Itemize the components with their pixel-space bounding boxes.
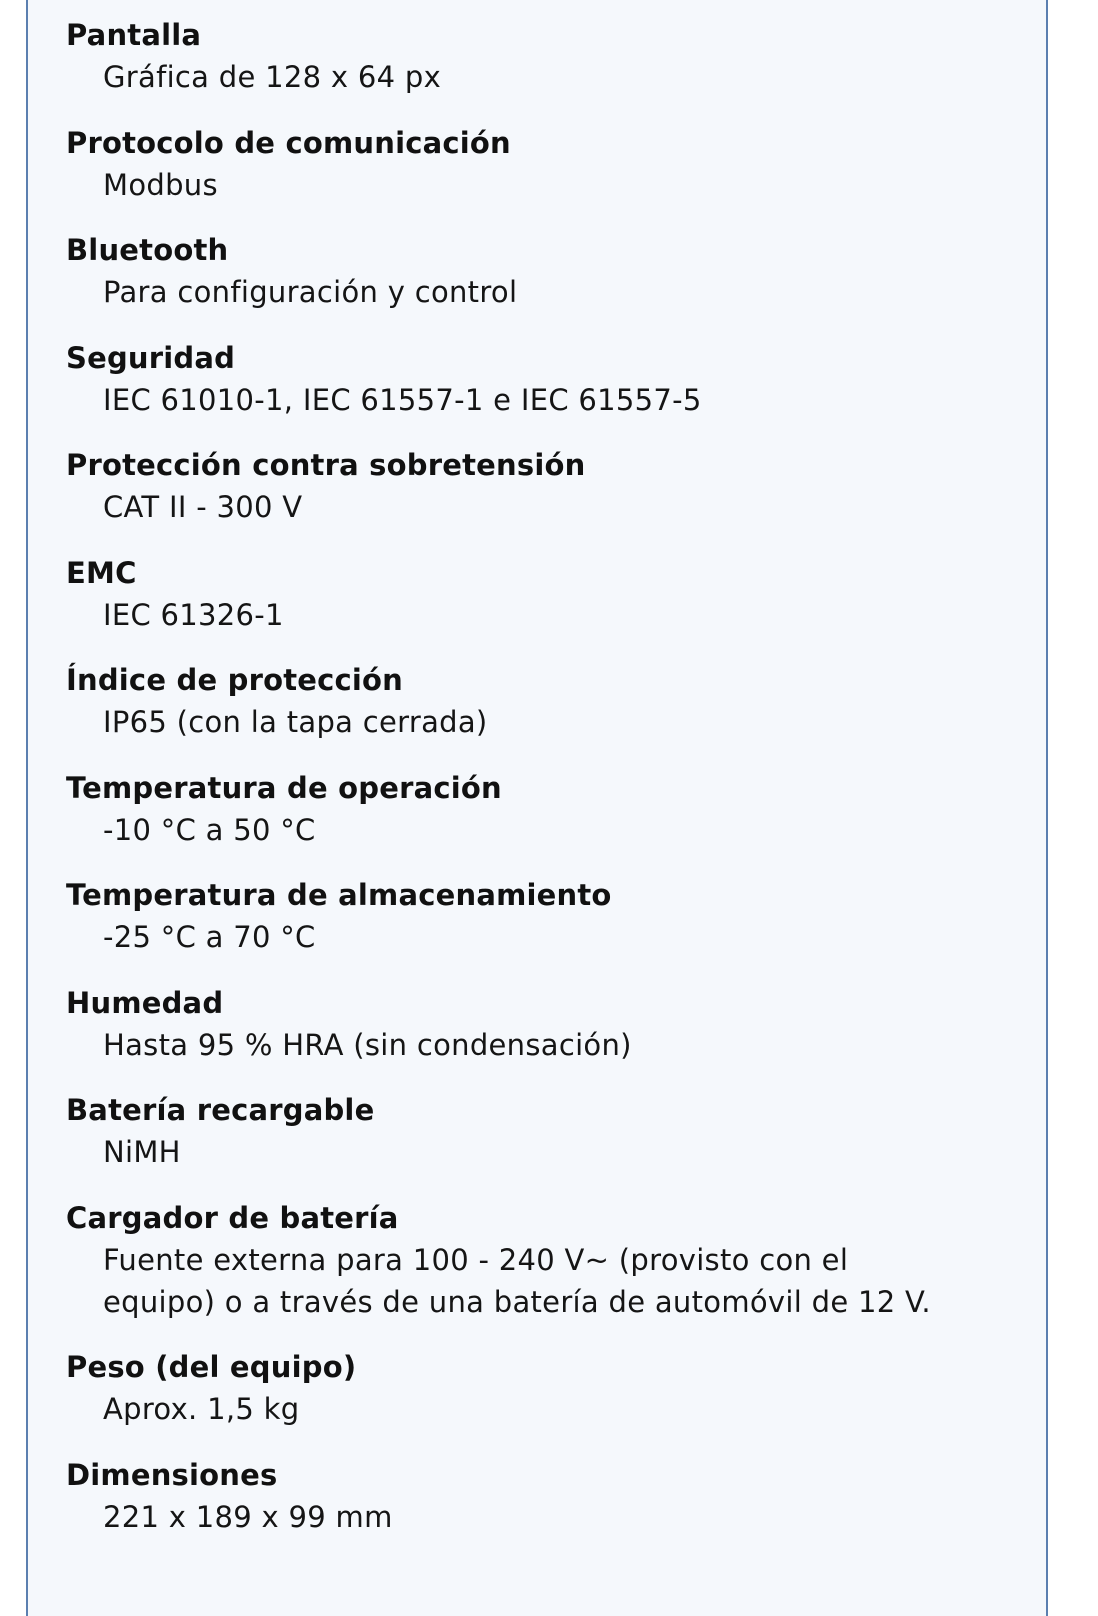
spec-item-peso [66, 1346, 1026, 1430]
spec-list [66, 14, 1026, 1561]
spec-value: IEC 61326-1 [103, 597, 284, 632]
spec-label: Protección contra sobretensión [66, 448, 586, 482]
spec-item-bateria-recargable [66, 1089, 1026, 1173]
spec-value: IEC 61010-1, IEC 61557-1 e IEC 61557-5 [103, 382, 702, 417]
spec-value: Para configuración y control [103, 275, 518, 309]
spec-label: Temperatura de operación [66, 770, 502, 805]
spec-label: Cargador de batería [66, 1200, 399, 1235]
spec-value-line: equipo) o a través de una batería de automóvil de 12 V. [103, 1284, 931, 1319]
spec-value-line: Fuente externa para 100 - 240 V~ (provisto con el [103, 1242, 849, 1277]
spec-item-emc [66, 552, 1026, 636]
spec-value: -10 °C a 50 °C [103, 812, 316, 847]
spec-item-protocolo [66, 122, 1026, 206]
spec-label: Seguridad [66, 340, 236, 375]
spec-value: Modbus [103, 167, 218, 202]
spec-label: EMC [66, 555, 137, 590]
spec-value: Hasta 95 % HRA (sin condensación) [103, 1027, 632, 1062]
spec-item-proteccion-sobretension [66, 444, 1026, 528]
spec-item-dimensiones [66, 1454, 1026, 1538]
spec-item-humedad [66, 982, 1026, 1066]
spec-value: IP65 (con la tapa cerrada) [103, 705, 488, 739]
spec-item-indice-proteccion [66, 659, 1026, 743]
spec-item-bluetooth [66, 229, 1026, 313]
spec-label: Batería recargable [66, 1093, 375, 1127]
spec-label: Índice de protección [66, 663, 404, 697]
spec-label: Dimensiones [66, 1457, 278, 1492]
spec-label: Bluetooth [66, 233, 229, 267]
spec-label: Pantalla [66, 18, 202, 52]
spec-value: Gráfica de 128 x 64 px [103, 60, 442, 94]
spec-value: Aprox. 1,5 kg [103, 1392, 300, 1426]
spec-value: CAT II - 300 V [103, 490, 303, 524]
spec-label: Humedad [66, 985, 224, 1020]
spec-value: -25 °C a 70 °C [103, 920, 316, 954]
spec-value: 221 x 189 x 99 mm [103, 1499, 393, 1534]
spec-item-temperatura-operacion [66, 767, 1026, 851]
spec-item-pantalla [66, 14, 1026, 98]
spec-item-seguridad [66, 337, 1026, 421]
spec-label: Protocolo de comunicación [66, 125, 511, 160]
spec-label: Temperatura de almacenamiento [66, 878, 612, 912]
spec-value: NiMH [103, 1135, 181, 1169]
spec-item-cargador-bateria [66, 1197, 1026, 1323]
spec-label: Peso (del equipo) [66, 1350, 357, 1384]
spec-item-temperatura-almacenamiento [66, 874, 1026, 958]
